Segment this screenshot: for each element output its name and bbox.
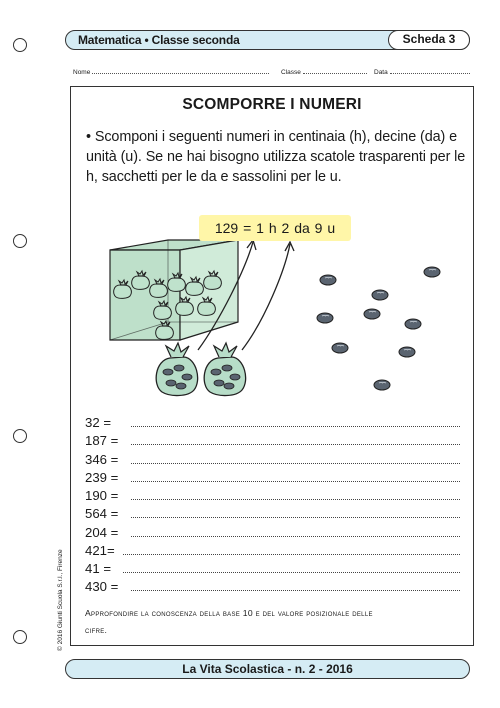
footnote-line-1: Approfondire la conoscenza della base 10 e del valore posizionale delle: [85, 608, 373, 618]
binder-hole-bottom: [13, 630, 27, 644]
answer-line[interactable]: [131, 481, 460, 482]
worksheet-title: SCOMPORRE I NUMERI: [182, 96, 362, 113]
footnote: [85, 605, 463, 639]
header-bar: [65, 30, 470, 50]
exercise-row: [85, 578, 460, 596]
answer-line[interactable]: [131, 463, 460, 464]
example-equation: 129 = 1 h 2 da 9 u: [199, 215, 351, 241]
date-field[interactable]: [374, 67, 470, 76]
exercise-row: [85, 542, 460, 560]
class-label: Classe: [281, 69, 301, 76]
answer-line[interactable]: [131, 517, 460, 518]
sack-icon: [156, 343, 197, 396]
instructions-text: • Scomponi i seguenti numeri in centinaia (h), decine (da) e unità (u). Se ne hai bisogno utilizza scatole trasparenti per le h, sacchetti per le da e sassolini per le u.: [86, 129, 466, 185]
exercise-row: [85, 524, 460, 542]
exercise-number: 421=: [85, 543, 115, 558]
footer-bar: La Vita Scolastica - n. 2 - 2016: [65, 659, 470, 679]
exercise-number: 190 =: [85, 488, 119, 503]
exercise-row: [85, 432, 460, 450]
binder-hole-top: [13, 38, 27, 52]
header-title: Matematica • Classe seconda: [78, 33, 240, 47]
answer-line[interactable]: [123, 554, 460, 555]
exercise-row: [85, 451, 460, 469]
transparent-box-icon: [110, 240, 238, 340]
exercise-number: 346 =: [85, 452, 119, 467]
exercise-row: [85, 560, 460, 578]
scheda-label: Scheda 3: [388, 30, 470, 50]
exercise-row: [85, 414, 460, 432]
exercise-number: 187 =: [85, 433, 119, 448]
exercise-row: [85, 469, 460, 487]
exercise-row: [85, 487, 460, 505]
exercise-number: 41 =: [85, 561, 112, 576]
binder-hole-lower: [13, 429, 27, 443]
answer-line[interactable]: [131, 426, 460, 427]
exercise-number: 430 =: [85, 579, 119, 594]
footnote-line-2: cifre.: [85, 625, 108, 635]
name-field[interactable]: [73, 67, 269, 76]
answer-line[interactable]: [131, 536, 460, 537]
answer-line[interactable]: [123, 572, 460, 573]
copyright-text: © 2016 Giunti Scuola S.r.l., Firenze: [57, 549, 64, 651]
answer-line[interactable]: [131, 444, 460, 445]
exercise-number: 564 =: [85, 506, 119, 521]
answer-line[interactable]: [131, 499, 460, 500]
exercise-number: 239 =: [85, 470, 119, 485]
binder-hole-middle: [13, 234, 27, 248]
name-label: Nome: [73, 69, 91, 76]
pebbles-icon: [317, 267, 440, 390]
class-field[interactable]: [281, 67, 367, 76]
exercise-row: [85, 505, 460, 523]
exercise-number: 204 =: [85, 525, 119, 540]
sack-icon: [204, 343, 245, 396]
exercise-number: 32 =: [85, 415, 112, 430]
date-label: Data: [374, 69, 388, 76]
answer-line[interactable]: [131, 590, 460, 591]
